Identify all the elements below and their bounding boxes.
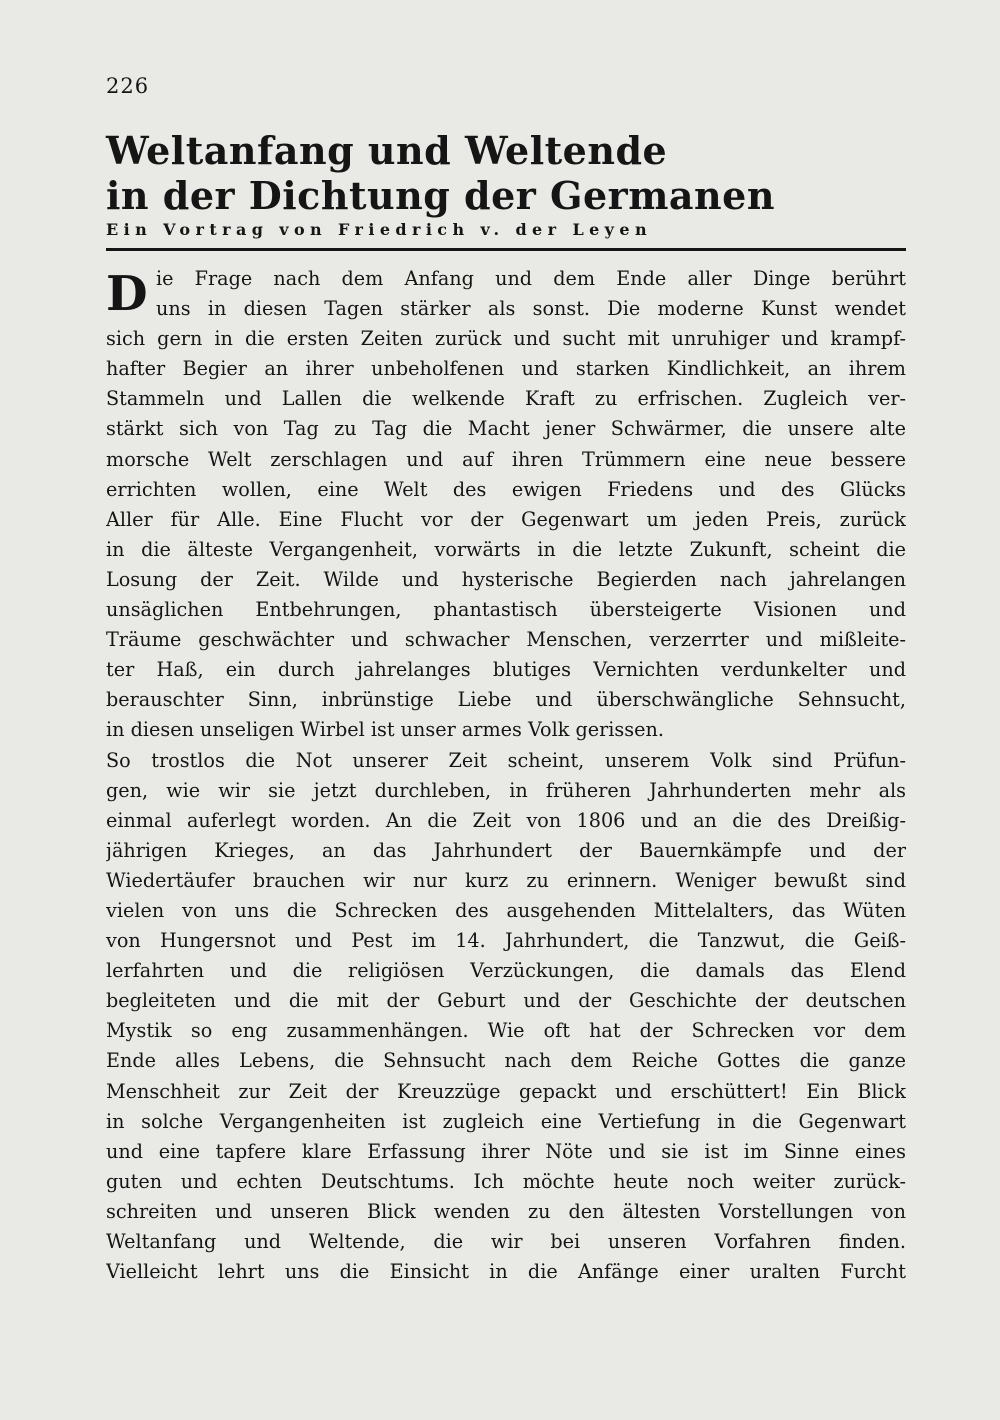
text-line: lerfahrten und die religiösen Verzückungen, die damals das Elend bbox=[106, 959, 906, 983]
page-number: 226 bbox=[106, 74, 150, 98]
text-line: guten und echten Deutschtums. Ich möchte heute noch weiter zurück- bbox=[106, 1169, 906, 1193]
text-line: in die älteste Vergangenheit, vorwärts in die letzte Zukunft, scheint die bbox=[106, 537, 906, 561]
text-line: Stammeln und Lallen die welkende Kraft zu erfrischen. Zugleich ver- bbox=[106, 387, 906, 411]
text-line: gen, wie wir sie jetzt durchleben, in früheren Jahrhunderten mehr als bbox=[106, 778, 906, 802]
text-line: unsäglichen Entbehrungen, phantastisch übersteigerte Visionen und bbox=[106, 598, 906, 622]
article-title bbox=[106, 128, 906, 218]
text-line: Träume geschwächter und schwacher Menschen, verzerrter und mißleite- bbox=[106, 628, 906, 652]
article-subtitle: Ein Vortrag von Friedrich v. der Leyen bbox=[106, 220, 652, 239]
text-line: einmal auferlegt worden. An die Zeit von 1806 und an die des Dreißig- bbox=[106, 808, 906, 832]
text-line: So trostlos die Not unserer Zeit scheint, unserem Volk sind Prüfun- bbox=[106, 748, 906, 772]
text-line: in solche Vergangenheiten ist zugleich eine Vertiefung in die Gegenwart bbox=[106, 1109, 906, 1133]
title-rule bbox=[106, 248, 906, 251]
text-line: jährigen Krieges, an das Jahrhundert der Bauernkämpfe und der bbox=[106, 838, 906, 862]
text-line: schreiten und unseren Blick wenden zu den ältesten Vorstellungen von bbox=[106, 1199, 906, 1223]
text-line: Ende alles Lebens, die Sehnsucht nach dem Reiche Gottes die ganze bbox=[106, 1049, 906, 1073]
article-body bbox=[106, 264, 906, 1287]
text-line: in diesen unseligen Wirbel ist unser armes Volk gerissen. bbox=[106, 718, 664, 742]
text-line: Losung der Zeit. Wilde und hysterische Begierden nach jahrelangen bbox=[106, 567, 906, 591]
title-line: Weltanfang und Weltende bbox=[106, 128, 668, 173]
text-line: berauschter Sinn, inbrünstige Liebe und überschwängliche Sehnsucht, bbox=[106, 688, 906, 712]
text-line: von Hungersnot und Pest im 14. Jahrhundert, die Tanzwut, die Geiß- bbox=[106, 929, 906, 953]
text-line: vielen von uns die Schrecken des ausgehenden Mittelalters, das Wüten bbox=[106, 898, 906, 922]
text-line: Menschheit zur Zeit der Kreuzzüge gepackt und erschüttert! Ein Blick bbox=[106, 1079, 906, 1103]
text-line: Mystik so eng zusammenhängen. Wie oft hat der Schrecken vor dem bbox=[106, 1019, 906, 1043]
text-line: Vielleicht lehrt uns die Einsicht in die Anfänge einer uralten Furcht bbox=[106, 1260, 906, 1284]
text-line: begleiteten und die mit der Geburt und der Geschichte der deutschen bbox=[106, 989, 906, 1013]
text-line: Wiedertäufer brauchen wir nur kurz zu erinnern. Weniger bewußt sind bbox=[106, 868, 906, 892]
text-line: und eine tapfere klare Erfassung ihrer Nöte und sie ist im Sinne eines bbox=[106, 1139, 906, 1163]
text-line: ie Frage nach dem Anfang und dem Ende aller Dinge berührt bbox=[156, 267, 906, 290]
text-line: ter Haß, ein durch jahrelanges blutiges Vernichten verdunkelter und bbox=[106, 658, 906, 682]
text-line: stärkt sich von Tag zu Tag die Macht jener Schwärmer, die unsere alte bbox=[106, 417, 906, 441]
title-line: in der Dichtung der Germanen bbox=[106, 173, 775, 218]
drop-cap: D bbox=[106, 266, 148, 322]
text-line: Weltanfang und Weltende, die wir bei unseren Vorfahren finden. bbox=[106, 1230, 906, 1253]
text-line: morsche Welt zerschlagen und auf ihren Trümmern eine neue bessere bbox=[106, 447, 906, 471]
text-line: hafter Begier an ihrer unbeholfenen und starken Kindlichkeit, an ihrem bbox=[106, 357, 906, 381]
text-line: Aller für Alle. Eine Flucht vor der Gegenwart um jeden Preis, zurück bbox=[106, 507, 906, 531]
text-line: sich gern in die ersten Zeiten zurück und sucht mit unruhiger und krampf- bbox=[106, 327, 906, 351]
text-line: errichten wollen, eine Welt des ewigen Friedens und des Glücks bbox=[106, 477, 906, 501]
text-line: uns in diesen Tagen stärker als sonst. Die moderne Kunst wendet bbox=[156, 297, 906, 321]
